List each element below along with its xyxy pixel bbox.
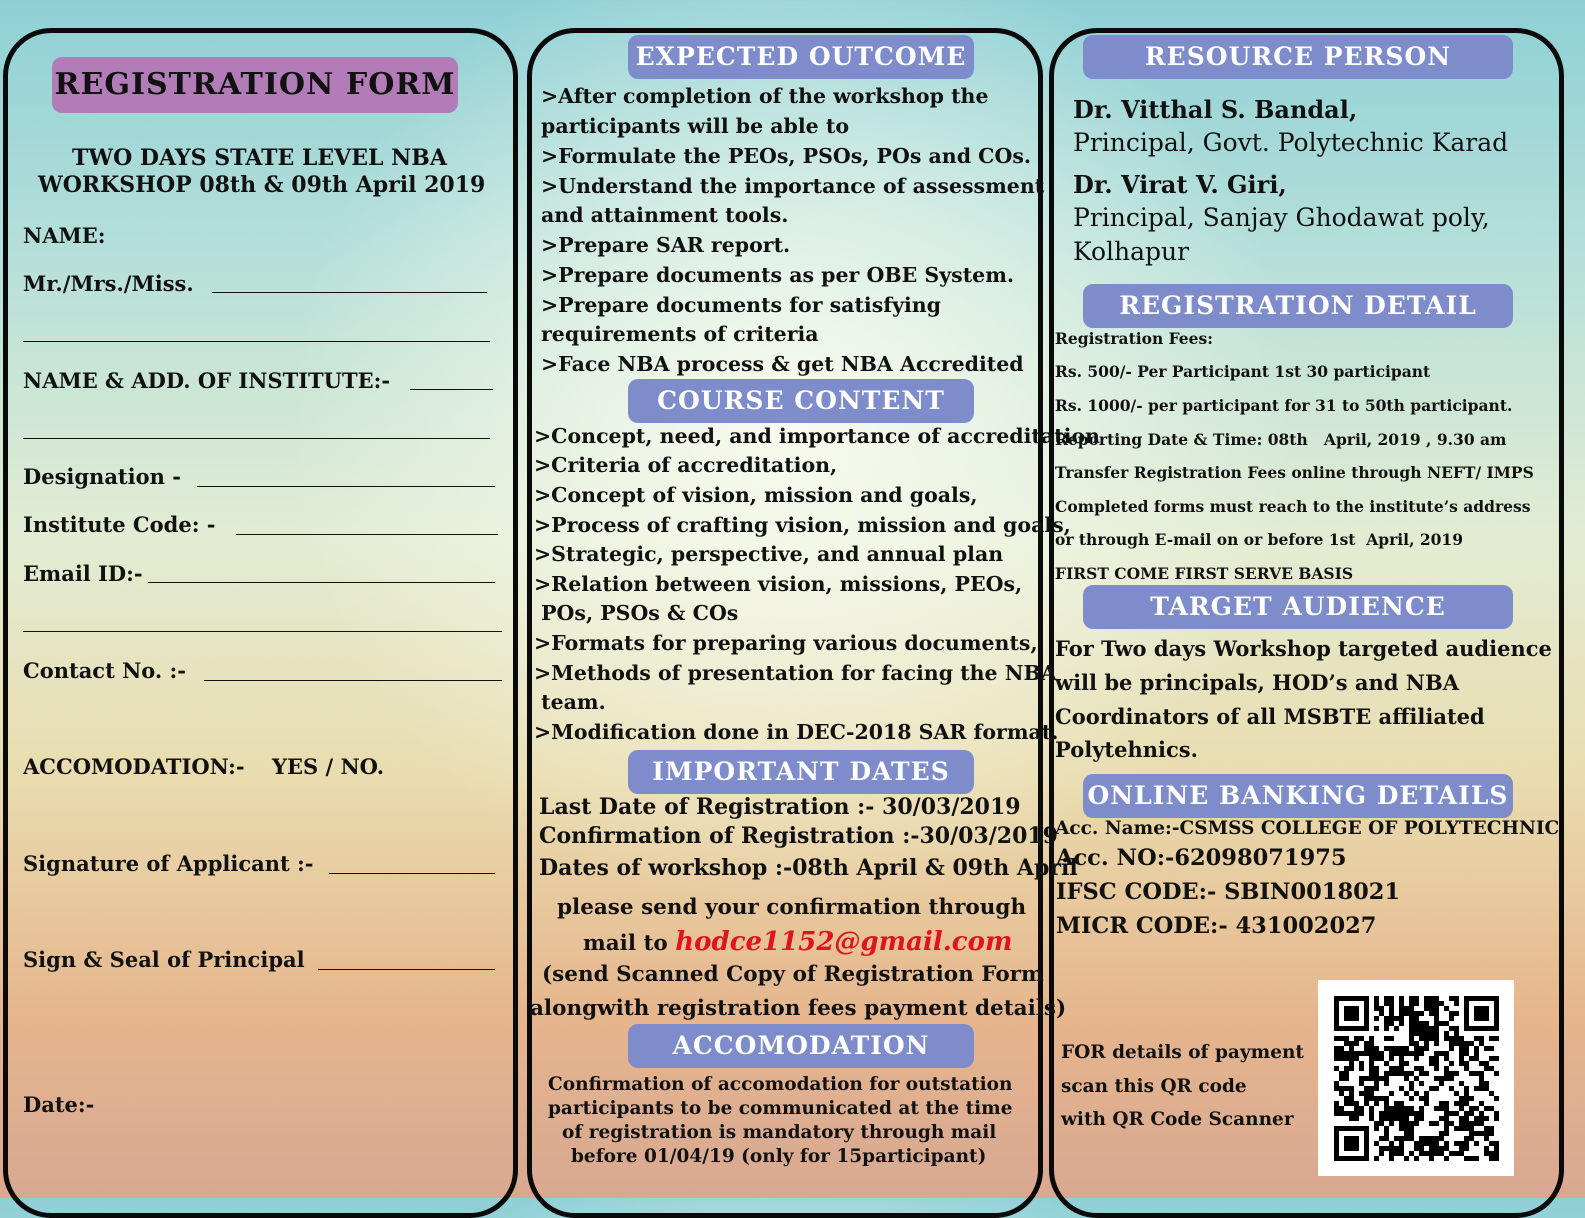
resource-person-heading: RESOURCE PERSON — [1083, 35, 1513, 79]
name-field-line-2[interactable] — [23, 341, 490, 342]
accomodation-note-1: Confirmation of accomodation for outstation — [548, 1074, 1013, 1095]
person1-title: Principal, Govt. Polytechnic Karad — [1073, 128, 1509, 157]
name-field-line[interactable] — [212, 292, 487, 293]
micr-code: MICR CODE:- 431002027 — [1056, 913, 1377, 939]
list-item: >Concept, need, and importance of accreditation — [534, 424, 1100, 448]
workshop-dates: Dates of workshop :-08th April & 09th April — [539, 855, 1078, 881]
list-item: >Formulate the PEOs, PSOs, POs and COs. — [541, 144, 1032, 168]
list-item: requirements of criteria — [541, 322, 819, 346]
audience-line-4: Polytehnics. — [1055, 737, 1198, 762]
ifsc-code: IFSC CODE:- SBIN0018021 — [1056, 879, 1401, 905]
list-item: or through E-mail on or before 1st April, 2019 — [1055, 530, 1463, 549]
registration-form-title: REGISTRATION FORM — [52, 57, 458, 113]
list-item: >Prepare SAR report. — [541, 233, 791, 257]
list-item: >Concept of vision, mission and goals, — [534, 483, 978, 507]
accomodation-note-2: participants to be communicated at the time — [548, 1098, 1013, 1119]
signature-label: Signature of Applicant :- — [23, 851, 314, 876]
accomodation-options[interactable]: YES / NO. — [272, 754, 385, 779]
list-item: FIRST COME FIRST SERVE BASIS — [1055, 564, 1354, 583]
list-item: POs, PSOs & COs — [534, 601, 739, 625]
date-label: Date:- — [23, 1092, 95, 1117]
name-label: NAME: — [23, 223, 106, 248]
email-label: Email ID:- — [23, 561, 143, 586]
confirmation-date: Confirmation of Registration :-30/03/2019 — [539, 823, 1058, 849]
list-item: >After completion of the workshop the — [541, 84, 989, 108]
list-item: Completed forms must reach to the institute’s address — [1055, 497, 1531, 516]
list-item: Transfer Registration Fees online through NEFT/ IMPS — [1055, 463, 1534, 482]
institute-field-line[interactable] — [410, 389, 493, 390]
registration-detail-heading: REGISTRATION DETAIL — [1083, 284, 1513, 328]
accomodation-label: ACCOMODATION:- — [23, 754, 245, 779]
scanned-copy-note-1: (send Scanned Copy of Registration Form — [542, 962, 1044, 987]
signature-field-line[interactable] — [329, 873, 495, 874]
list-item: >Relation between vision, missions, PEOs, — [534, 572, 1023, 596]
payment-qr-code[interactable] — [1318, 980, 1514, 1176]
seal-label: Sign & Seal of Principal — [23, 947, 305, 972]
list-item: >Modification done in DEC-2018 SAR format. — [534, 720, 1059, 744]
designation-field-line[interactable] — [197, 486, 495, 487]
list-item: and attainment tools. — [541, 203, 789, 227]
person2-name: Dr. Virat V. Giri, — [1073, 170, 1287, 199]
person2-title-2: Kolhapur — [1073, 237, 1190, 266]
qr-code-icon — [1318, 980, 1514, 1176]
online-banking-heading: ONLINE BANKING DETAILS — [1083, 774, 1513, 818]
institute-code-field-line[interactable] — [236, 534, 498, 535]
designation-label: Designation - — [23, 464, 181, 489]
list-item: >Understand the importance of assessment — [541, 174, 1045, 198]
list-item: >Prepare documents for satisfying — [541, 293, 942, 317]
mail-to-prefix: mail to — [583, 931, 676, 956]
institute-code-label: Institute Code: - — [23, 512, 216, 537]
seal-field-line[interactable] — [318, 969, 495, 970]
list-item: participants will be able to — [541, 114, 850, 138]
list-item: team. — [534, 690, 606, 714]
list-item: Rs. 500/- Per Participant 1st 30 participant — [1055, 362, 1431, 381]
expected-outcome-heading: EXPECTED OUTCOME — [628, 35, 974, 79]
contact-email-link[interactable]: hodce1152@gmail.com — [675, 927, 1013, 957]
workshop-subtitle-2: WORKSHOP 08th & 09th April 2019 — [38, 172, 486, 198]
contact-label: Contact No. :- — [23, 658, 187, 683]
list-item: >Process of crafting vision, mission and goals, — [534, 513, 1071, 537]
audience-line-2: will be principals, HOD’s and NBA — [1055, 670, 1460, 695]
account-name: Acc. Name:-CSMSS COLLEGE OF POLYTECHNIC — [1055, 818, 1560, 839]
person1-name: Dr. Vitthal S. Bandal, — [1073, 95, 1358, 124]
list-item: >Strategic, perspective, and annual plan — [534, 542, 1004, 566]
list-item: >Face NBA process & get NBA Accredited — [541, 352, 1024, 376]
target-audience-heading: TARGET AUDIENCE — [1083, 585, 1513, 629]
institute-label: NAME & ADD. OF INSTITUTE:- — [23, 368, 391, 393]
list-item: >Prepare documents as per OBE System. — [541, 263, 1015, 287]
audience-line-3: Coordinators of all MSBTE affiliated — [1055, 704, 1485, 729]
list-item: >Methods of presentation for facing the NBA — [534, 661, 1057, 685]
registration-form-panel — [3, 28, 518, 1218]
course-content-heading: COURSE CONTENT — [628, 379, 974, 423]
workshop-subtitle-1: TWO DAYS STATE LEVEL NBA — [72, 145, 447, 171]
important-dates-heading: IMPORTANT DATES — [628, 750, 974, 794]
mail-to-line — [583, 927, 1012, 957]
scanned-copy-note-2: alongwith registration fees payment details) — [530, 996, 1067, 1021]
qr-instruction-1: FOR details of payment — [1061, 1042, 1304, 1063]
list-item: Rs. 1000/- per participant for 31 to 50th participant. — [1055, 396, 1513, 415]
list-item: Reporting Date & Time: 08th April, 2019 , 9.30 am — [1055, 430, 1507, 449]
institute-field-line-2[interactable] — [23, 438, 490, 439]
qr-instruction-2: scan this QR code — [1061, 1076, 1247, 1097]
list-item: >Formats for preparing various documents, — [534, 631, 1038, 655]
email-field-line[interactable] — [148, 582, 495, 583]
last-date-registration: Last Date of Registration :- 30/03/2019 — [539, 794, 1021, 820]
email-field-line-2[interactable] — [23, 631, 502, 632]
audience-line-1: For Two days Workshop targeted audience — [1055, 636, 1552, 661]
qr-instruction-3: with QR Code Scanner — [1061, 1109, 1294, 1130]
account-number: Acc. NO:-62098071975 — [1056, 845, 1347, 871]
send-confirmation-line: please send your confirmation through — [557, 895, 1027, 920]
accomodation-note-4: before 01/04/19 (only for 15participant) — [571, 1146, 987, 1167]
accomodation-note-3: of registration is mandatory through mail — [562, 1122, 997, 1143]
salutation-label: Mr./Mrs./Miss. — [23, 271, 194, 296]
accomodation-heading: ACCOMODATION — [628, 1024, 974, 1068]
list-item: Registration Fees: — [1055, 329, 1213, 348]
contact-field-line[interactable] — [204, 680, 502, 681]
list-item: >Criteria of accreditation, — [534, 453, 838, 477]
person2-title-1: Principal, Sanjay Ghodawat poly, — [1073, 203, 1490, 232]
